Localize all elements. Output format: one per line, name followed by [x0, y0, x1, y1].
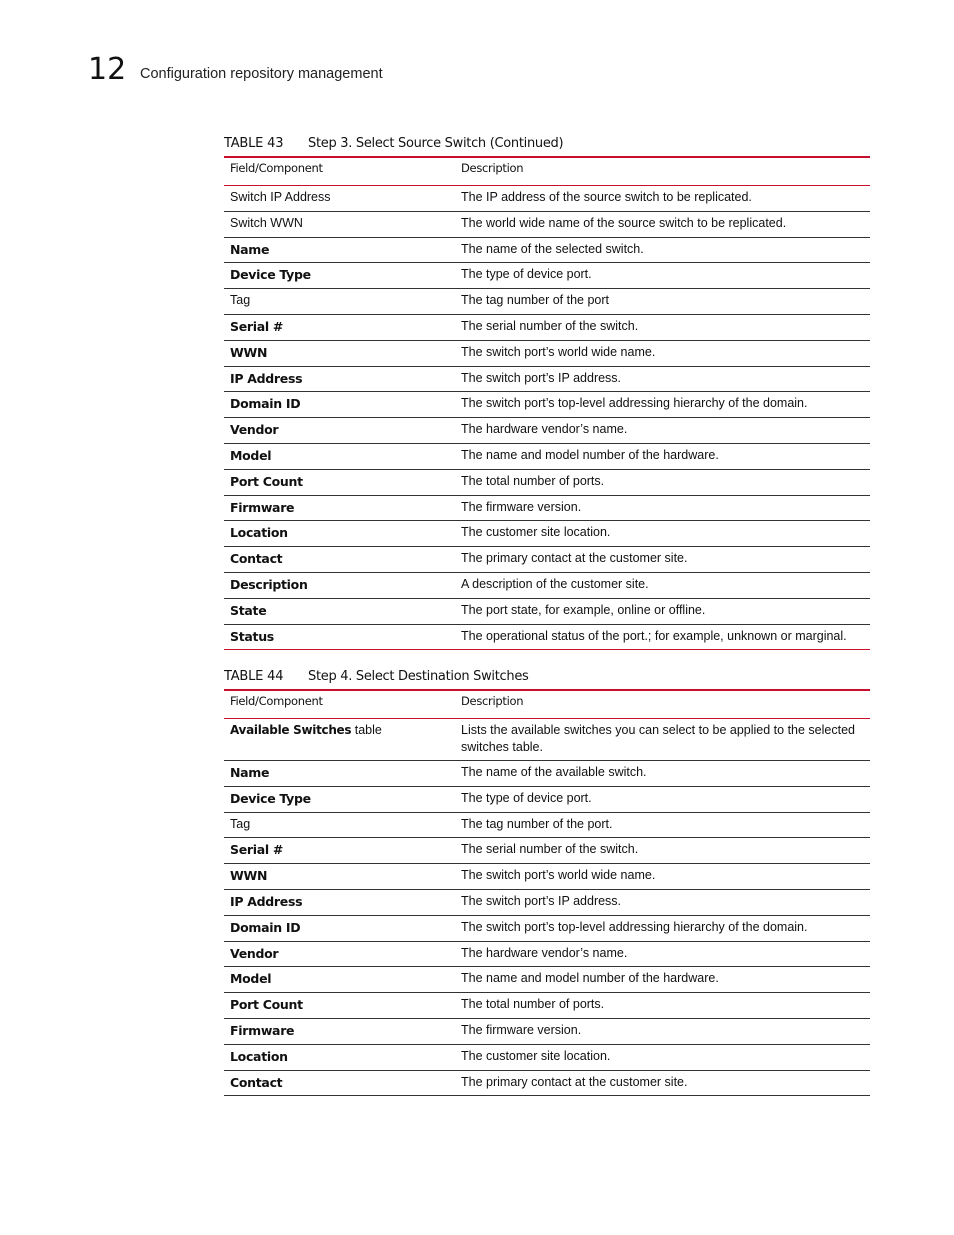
table-row: [224, 1070, 870, 1096]
table-row: [224, 366, 870, 392]
table-row: [224, 786, 870, 812]
table-row: [224, 211, 870, 237]
table-44: [224, 689, 870, 1096]
field-cell: WWN: [230, 344, 268, 360]
field-cell: Device Type: [230, 790, 311, 806]
description-cell: The customer site location.: [461, 525, 611, 540]
field-cell: Tag: [230, 293, 251, 308]
description-cell: The switch port’s top-level addressing hierarchy of the domain.: [461, 919, 808, 934]
table-row: [224, 185, 870, 211]
description-cell: The name and model number of the hardware.: [461, 971, 719, 986]
field-cell: Port Count: [230, 473, 303, 489]
field-cell: Switch IP Address: [230, 190, 331, 204]
table-body: [224, 185, 870, 649]
table-row: [224, 966, 870, 992]
table-row: [224, 992, 870, 1018]
table-43-title: Step 3. Select Source Switch (Continued): [308, 136, 564, 151]
description-cell: The switch port’s IP address.: [461, 370, 622, 385]
table-43-label: TABLE 43: [224, 136, 284, 151]
description-cell: The hardware vendor’s name.: [461, 945, 628, 960]
field-cell: Domain ID: [230, 396, 301, 412]
description-cell: The type of device port.: [461, 790, 592, 805]
field-cell: Port Count: [230, 997, 303, 1013]
field-cell: Firmware: [230, 499, 295, 515]
description-cell: The name of the available switch.: [461, 765, 647, 779]
table-row: [224, 572, 870, 598]
table-row: [224, 598, 870, 624]
description-cell: The serial number of the switch.: [461, 318, 639, 333]
table-row: [224, 1018, 870, 1044]
field-cell: [224, 719, 455, 760]
table-row: [224, 941, 870, 967]
table-44-caption: [224, 669, 870, 685]
field-cell: IP Address: [230, 370, 303, 386]
chapter-number: 12: [88, 52, 127, 87]
table-row: [224, 469, 870, 495]
table-row: [224, 495, 870, 521]
field-cell: Contact: [230, 1074, 283, 1090]
field-cell: Firmware: [230, 1022, 295, 1038]
chapter-title: Configuration repository management: [140, 66, 383, 82]
description-cell: The switch port’s world wide name.: [461, 868, 656, 883]
table-header: [224, 158, 870, 185]
description-cell: The world wide name of the source switch to be replicated.: [461, 215, 787, 230]
field-cell: IP Address: [230, 893, 303, 909]
field-cell: Model: [230, 447, 272, 463]
table-43-caption: [224, 136, 870, 152]
table-row: [224, 1044, 870, 1070]
table-row: [224, 812, 870, 838]
field-cell: Serial #: [230, 318, 284, 334]
table-row: [224, 915, 870, 941]
table-row: [224, 863, 870, 889]
description-cell: The firmware version.: [461, 499, 582, 514]
description-cell: The firmware version.: [461, 1022, 582, 1037]
description-cell: The switch port’s world wide name.: [461, 344, 656, 359]
table-row: [224, 262, 870, 288]
table-44-label: TABLE 44: [224, 669, 284, 684]
description-cell: The type of device port.: [461, 267, 592, 282]
table-row: [224, 288, 870, 314]
table-row: [224, 889, 870, 915]
description-cell: The hardware vendor’s name.: [461, 422, 628, 437]
field-cell: Vendor: [230, 945, 279, 961]
field-suffix: table: [351, 723, 382, 737]
field-cell: Status: [230, 628, 274, 644]
description-cell: The primary contact at the customer site.: [461, 1074, 688, 1089]
table-row: [224, 718, 870, 760]
column-header-field: Field/Component: [230, 694, 323, 708]
description-cell: The switch port’s top-level addressing hierarchy of the domain.: [461, 396, 808, 411]
field-cell: Location: [230, 1048, 288, 1064]
description-cell: A description of the customer site.: [461, 576, 649, 591]
description-cell: The name and model number of the hardware.: [461, 447, 719, 462]
table-row: [224, 443, 870, 469]
table-row: [224, 837, 870, 863]
field-cell: Tag: [230, 816, 251, 831]
table-row: [224, 314, 870, 340]
description-cell: Lists the available switches you can select to be applied to the selected switches table.: [461, 723, 855, 754]
description-cell: The total number of ports.: [461, 997, 605, 1012]
table-row: [224, 417, 870, 443]
description-cell: The total number of ports.: [461, 473, 605, 488]
field-cell: Location: [230, 525, 288, 541]
description-cell: The operational status of the port.; for example, unknown or marginal.: [461, 628, 847, 643]
table-row: [224, 760, 870, 786]
description-cell: The tag number of the port.: [461, 816, 613, 831]
table-row: [224, 520, 870, 546]
description-cell: The name of the selected switch.: [461, 241, 644, 256]
column-header-description: Description: [461, 694, 524, 708]
column-header-field: Field/Component: [230, 161, 323, 175]
table-row: [224, 391, 870, 417]
description-cell: The tag number of the port: [461, 293, 610, 308]
table-header: [224, 691, 870, 718]
description-cell: The switch port’s IP address.: [461, 893, 622, 908]
field-cell: WWN: [230, 868, 268, 884]
field-cell: Domain ID: [230, 919, 301, 935]
description-cell: The customer site location.: [461, 1048, 611, 1063]
table-row: [224, 624, 870, 650]
field-cell: Model: [230, 971, 272, 987]
field-cell: Vendor: [230, 422, 279, 438]
table-row: [224, 546, 870, 572]
table-row: [224, 340, 870, 366]
field-cell: Name: [230, 241, 270, 257]
description-cell: The serial number of the switch.: [461, 842, 639, 857]
table-44-title: Step 4. Select Destination Switches: [308, 669, 529, 684]
table-43: [224, 156, 870, 650]
field-cell: Device Type: [230, 267, 311, 283]
field-cell: Serial #: [230, 842, 284, 858]
field-cell: Contact: [230, 551, 283, 567]
field-cell: State: [230, 602, 267, 618]
description-cell: The IP address of the source switch to be replicated.: [461, 190, 752, 204]
field-cell: Switch WWN: [230, 215, 303, 230]
field-name: Available Switches: [230, 723, 352, 737]
table-row: [224, 237, 870, 263]
table-body: [224, 760, 870, 1095]
field-cell: Description: [230, 576, 308, 592]
column-header-description: Description: [461, 161, 524, 175]
description-cell: The port state, for example, online or offline.: [461, 602, 706, 617]
description-cell: The primary contact at the customer site.: [461, 551, 688, 566]
field-cell: Name: [230, 765, 270, 780]
